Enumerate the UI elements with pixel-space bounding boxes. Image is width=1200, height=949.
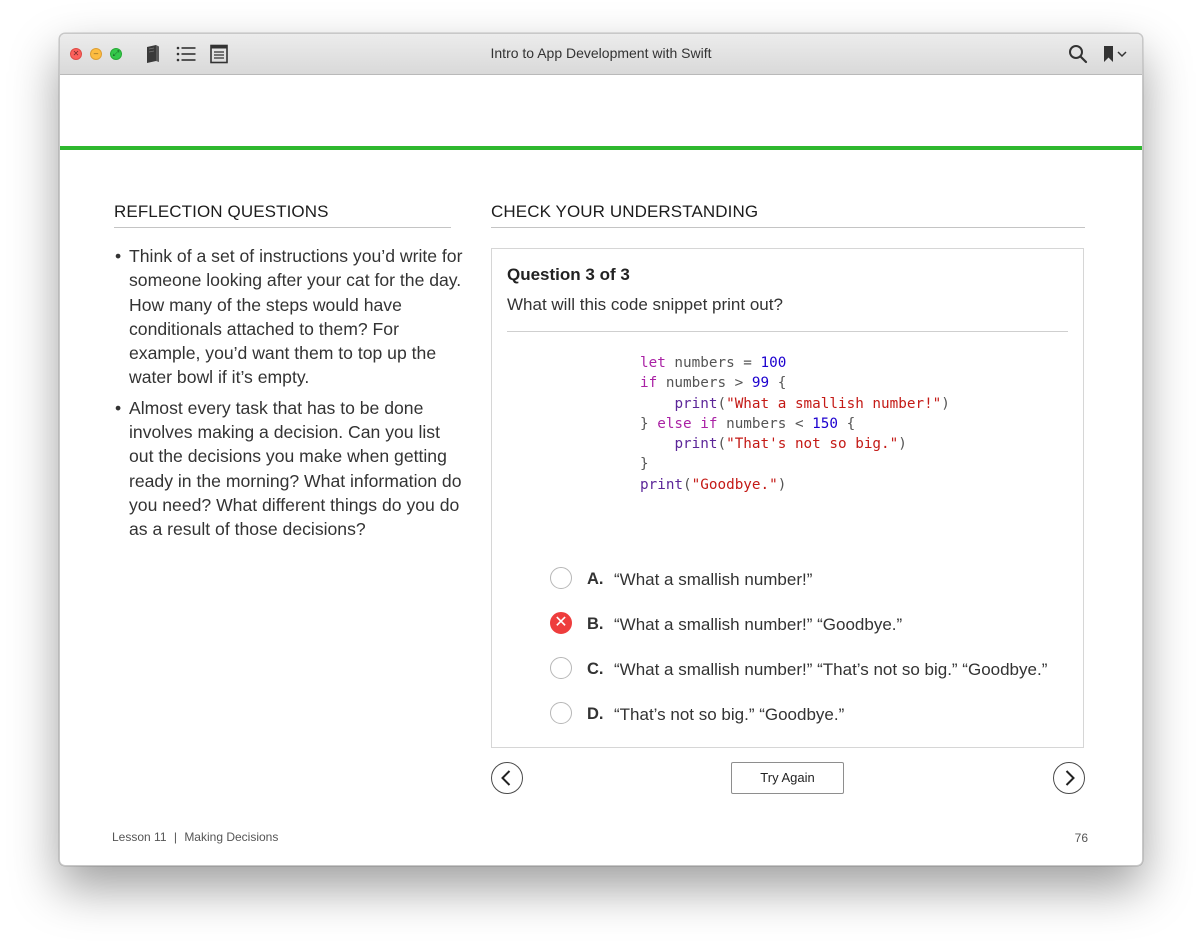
option-text: “What a smallish number!” bbox=[614, 570, 813, 589]
option-text: “What a smallish number!” “That’s not so big.” “Goodbye.” bbox=[614, 660, 1048, 679]
chapter-name: Making Decisions bbox=[184, 830, 279, 844]
reflection-item bbox=[115, 244, 465, 390]
previous-question-button[interactable] bbox=[491, 762, 523, 794]
next-question-button[interactable] bbox=[1053, 762, 1085, 794]
check-heading: CHECK YOUR UNDERSTANDING bbox=[491, 202, 1085, 228]
chevron-left-icon bbox=[492, 763, 522, 793]
code-line: } else if numbers < 150 { bbox=[640, 415, 856, 432]
option-text: “What a smallish number!” “Goodbye.” bbox=[614, 615, 903, 634]
option-letter: C. bbox=[587, 660, 604, 678]
search-icon[interactable] bbox=[1067, 43, 1089, 65]
bullet: • bbox=[115, 246, 122, 266]
page-number: 76 bbox=[1074, 831, 1088, 845]
chapter-accent-line bbox=[60, 146, 1142, 150]
chevron-right-icon bbox=[1054, 763, 1084, 793]
radio-button[interactable] bbox=[550, 567, 572, 589]
quiz-card bbox=[491, 248, 1084, 748]
reflection-heading: REFLECTION QUESTIONS bbox=[114, 202, 451, 228]
footer-lesson bbox=[112, 830, 278, 844]
reflection-item-text: Think of a set of instructions you’d write for someone looking after your cat for the day. How many of the steps would have conditionals attached to them? For example, you’d want them to top up the water bowl if it’s empty. bbox=[129, 246, 463, 388]
option-letter: D. bbox=[587, 705, 604, 723]
reflection-item bbox=[115, 396, 465, 542]
reflection-list bbox=[115, 244, 465, 548]
zoom-icon: ⤢ bbox=[112, 49, 120, 58]
code-line: print("What a smallish number!") bbox=[674, 395, 950, 412]
lesson-number: Lesson 11 bbox=[112, 830, 167, 844]
book-window bbox=[59, 33, 1143, 866]
code-line: } bbox=[640, 456, 649, 473]
question-number: Question 3 of 3 bbox=[507, 265, 630, 284]
radio-button[interactable] bbox=[550, 657, 572, 679]
code-line: if numbers > 99 { bbox=[640, 375, 787, 392]
option-text: “That’s not so big.” “Goodbye.” bbox=[614, 705, 845, 724]
option-letter: A. bbox=[587, 570, 604, 588]
reflection-item-text: Almost every task that has to be done involves making a decision. Can you list out the decisions you make when getting ready in the morning? What information do you need? What different things do you do as a result of those decisions? bbox=[129, 397, 462, 540]
question-text: What will this code snippet print out? bbox=[507, 295, 783, 314]
window-title: Intro to App Development with Swift bbox=[490, 45, 712, 61]
close-icon: ✕ bbox=[72, 49, 80, 58]
code-line: print("Goodbye.") bbox=[640, 476, 787, 493]
divider bbox=[507, 331, 1068, 332]
code-line: let numbers = 100 bbox=[640, 355, 787, 371]
title-bar bbox=[60, 34, 1142, 75]
incorrect-icon[interactable]: ✕ bbox=[550, 612, 572, 634]
footer-separator: | bbox=[173, 830, 177, 844]
chevron-down-icon[interactable] bbox=[1115, 43, 1129, 65]
code-snippet bbox=[640, 353, 950, 495]
try-again-button[interactable]: Try Again bbox=[731, 762, 844, 794]
radio-button[interactable] bbox=[550, 702, 572, 724]
minimize-icon: – bbox=[93, 49, 99, 58]
bullet: • bbox=[115, 397, 122, 418]
code-line: print("That's not so big.") bbox=[674, 436, 907, 453]
option-letter: B. bbox=[587, 615, 604, 633]
